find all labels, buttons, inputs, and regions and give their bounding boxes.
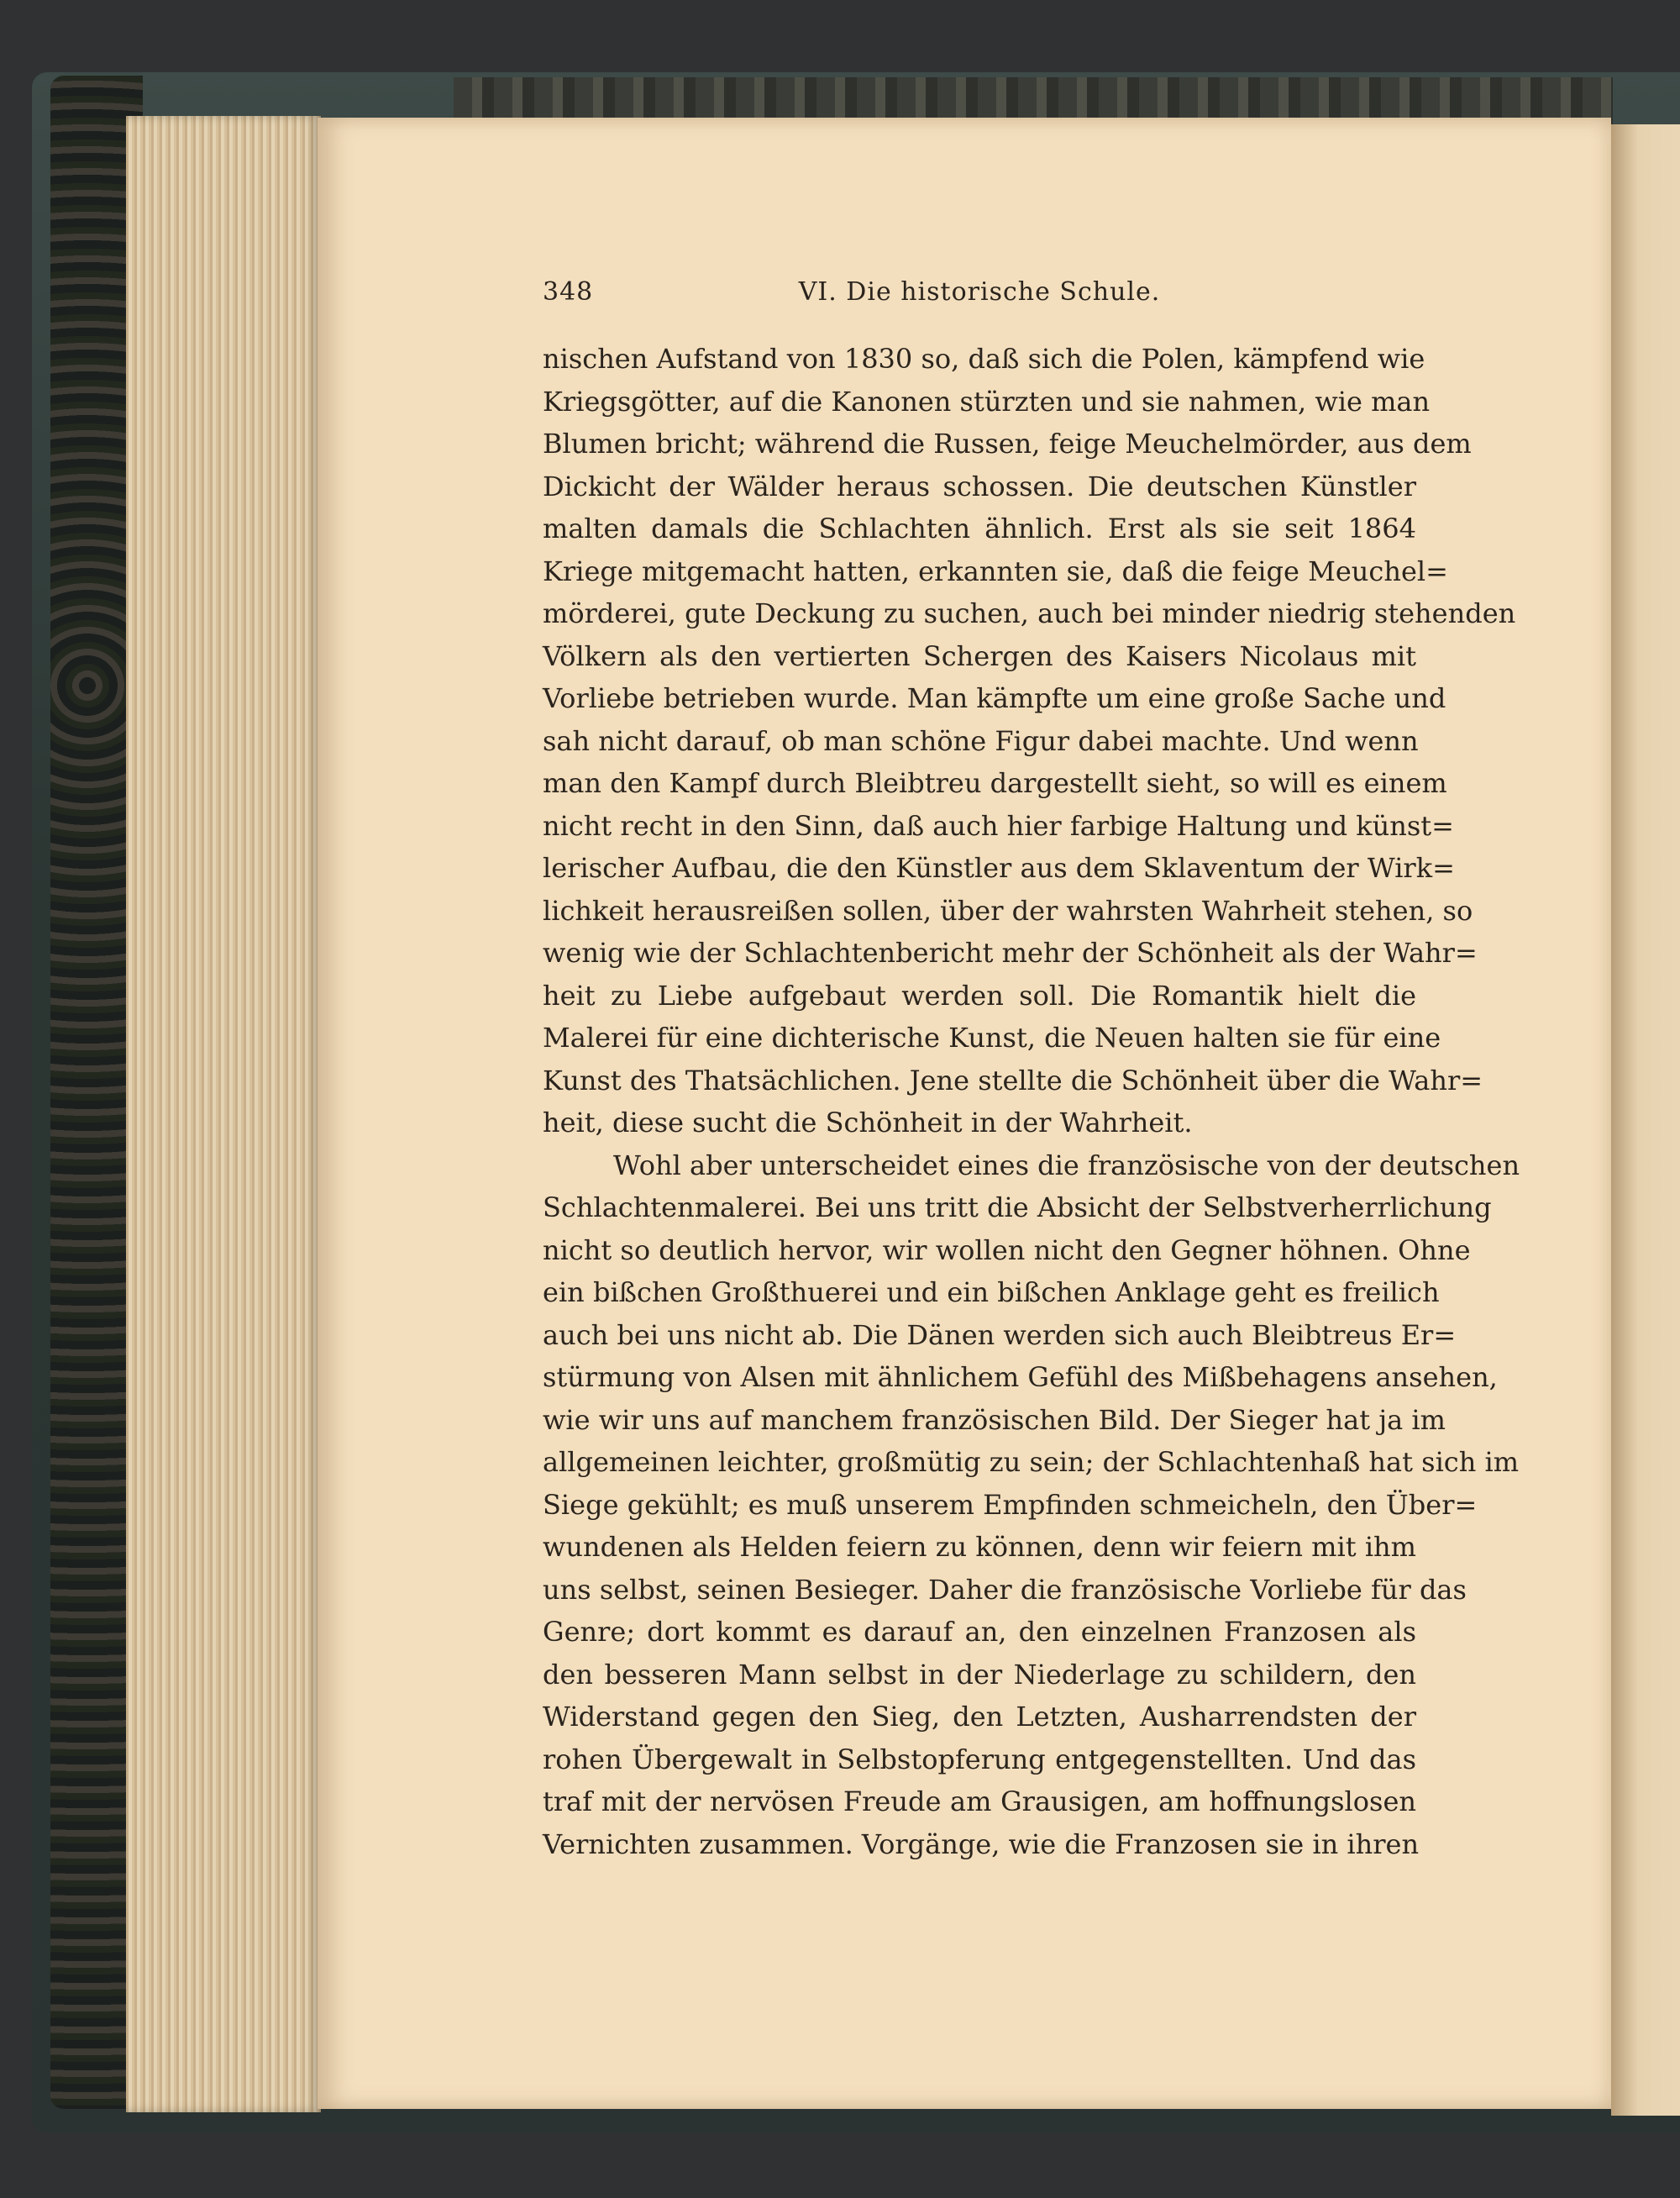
text-line: nicht so deutlich hervor, wir wollen nicht den Gegner höhnen. Ohne [543, 1233, 1471, 1266]
text-line: uns selbst, seinen Besieger. Daher die französische Vorliebe für das [543, 1573, 1467, 1606]
text-line: Dickicht der Wälder heraus schossen. Die deutschen Künstler [543, 470, 1416, 502]
running-title: VI. Die historische Schule. [798, 277, 1161, 307]
facing-page-edge [1611, 124, 1680, 2116]
text-line: Vernichten zusammen. Vorgänge, wie die Franzosen sie in ihren [543, 1827, 1420, 1860]
text-line: wie wir uns auf manchem französischen Bild. Der Sieger hat ja im [543, 1403, 1446, 1436]
text-line: Schlachtenmalerei. Bei uns tritt die Absicht der Selbstverherrlichung [543, 1191, 1492, 1223]
text-line: sah nicht darauf, ob man schöne Figur dabei machte. Und wenn [543, 724, 1419, 757]
text-line: malten damals die Schlachten ähnlich. Erst als sie seit 1864 [543, 513, 1416, 544]
book-page [318, 118, 1611, 2109]
text-line: Wohl aber unterscheidet eines die französische von der deutschen [613, 1149, 1520, 1181]
text-line: mörderei, gute Deckung zu suchen, auch bei minder niedrig stehenden [543, 597, 1516, 629]
text-line: rohen Übergewalt in Selbstopferung entgegenstellten. Und das [543, 1743, 1416, 1775]
text-line: Malerei für eine dichterische Kunst, die Neuen halten sie für eine [543, 1022, 1441, 1054]
page-edges [126, 116, 321, 2112]
text-line: ein bißchen Großthuerei und ein bißchen Anklage geht es freilich [543, 1276, 1440, 1308]
text-line: Völkern als den vertierten Schergen des Kaisers Nicolaus mit [543, 639, 1416, 672]
text-line: wenig wie der Schlachtenbericht mehr der Schönheit als der Wahr= [543, 937, 1478, 969]
text-line: Genre; dort kommt es darauf an, den einzelnen Franzosen als [543, 1616, 1416, 1648]
text-line: Kunst des Thatsächlichen. Jene stellte die Schönheit über die Wahr= [543, 1064, 1483, 1096]
text-line: man den Kampf durch Bleibtreu dargestellt sieht, so will es einem [543, 767, 1447, 799]
text-line: Vorliebe betrieben wurde. Man kämpfte um eine große Sache und [543, 682, 1446, 714]
text-line: heit, diese sucht die Schönheit in der Wahrheit. [543, 1107, 1193, 1138]
body-text [543, 338, 1520, 1865]
text-line: lerischer Aufbau, die den Künstler aus dem Sklaventum der Wirk= [543, 852, 1455, 884]
text-line: Kriegsgötter, auf die Kanonen stürzten und sie nahmen, wie man [543, 385, 1431, 418]
text-line: allgemeinen leichter, großmütig zu sein; der Schlachtenhaß hat sich im [543, 1446, 1520, 1478]
text-line: nicht recht in den Sinn, daß auch hier farbige Haltung und künst= [543, 809, 1454, 842]
text-line: den besseren Mann selbst in der Niederlage zu schildern, den [543, 1658, 1416, 1691]
page-number: 348 [543, 277, 594, 307]
text-line: nischen Aufstand von 1830 so, daß sich die Polen, kämpfend wie [543, 343, 1425, 375]
text-line: auch bei uns nicht ab. Die Dänen werden sich auch Bleibtreus Er= [543, 1318, 1457, 1351]
text-line: Kriege mitgemacht hatten, erkannten sie, daß die feige Meuchel= [543, 555, 1448, 587]
text-line: Blumen bricht; während die Russen, feige Meuchelmörder, aus dem [543, 428, 1472, 460]
text-line: lichkeit herausreißen sollen, über der wahrsten Wahrheit stehen, so [543, 894, 1473, 927]
text-line: heit zu Liebe aufgebaut werden soll. Die Romantik hielt die [543, 979, 1416, 1012]
text-line: wundenen als Helden feiern zu können, denn wir feiern mit ihm [543, 1531, 1416, 1563]
text-line: Widerstand gegen den Sieg, den Letzten, Ausharrendsten der [543, 1701, 1416, 1733]
text-line: stürmung von Alsen mit ähnlichem Gefühl des Mißbehagens ansehen, [543, 1361, 1498, 1393]
text-line: Siege gekühlt; es muß unserem Empfinden schmeicheln, den Über= [543, 1488, 1478, 1521]
page-header [543, 277, 1416, 328]
text-line: traf mit der nervösen Freude am Grausigen, am hoffnungslosen [543, 1785, 1416, 1817]
